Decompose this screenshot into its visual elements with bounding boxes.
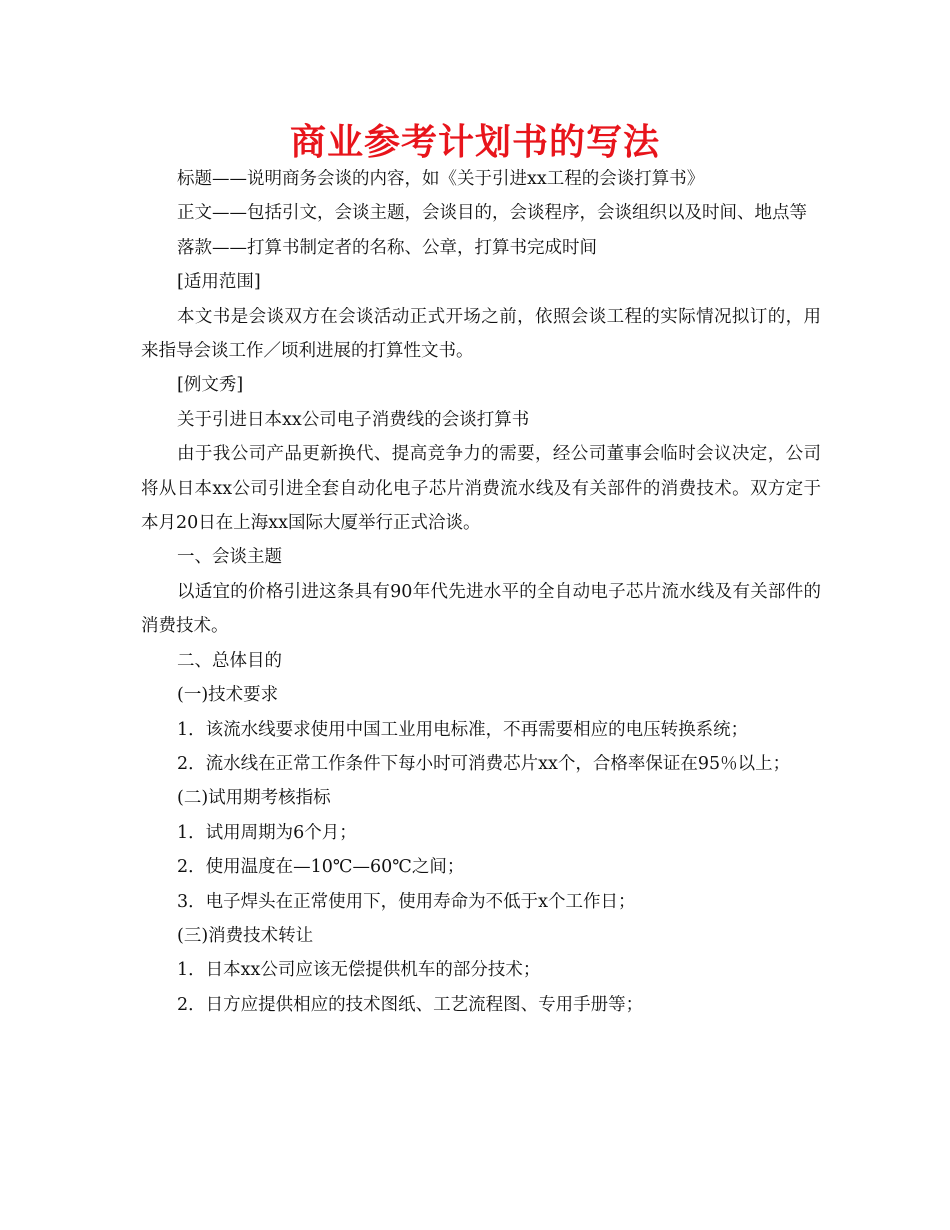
list-item: 2．使用温度在—10℃—60℃之间； xyxy=(177,857,465,878)
paragraph: 落款——打算书制定者的名称、公章，打算书完成时间 xyxy=(177,237,597,258)
subsection-heading: (一)技术要求 xyxy=(177,685,279,706)
subsection-heading: (二)试用期考核指标 xyxy=(177,788,331,809)
section-heading: 一、会谈主题 xyxy=(177,547,282,568)
subsection-heading: (三)消费技术转让 xyxy=(177,925,314,946)
example-title: 关于引进日本xx公司电子消费线的会谈打算书 xyxy=(177,409,530,430)
paragraph: 正文——包括引文，会谈主题，会谈目的，会谈程序，会谈组织以及时间、地点等 xyxy=(177,203,807,224)
list-item: 1．日本xx公司应该无偿提供机车的部分技术； xyxy=(177,960,541,981)
list-item: 1．该流水线要求使用中国工业用电标准，不再需要相应的电压转换系统； xyxy=(177,719,749,740)
list-item: 1．试用周期为6个月； xyxy=(177,822,357,843)
paragraph: 由于我公司产品更新换代、提高竞争力的需要，经公司董事会临时会议决定，公司将从日本xx公司引进全套自动化电子芯片消费流水线及有关部件的消费技术。双方定于本月20日在上海xx国际大厦举行正式洽谈。 xyxy=(141,444,821,534)
paragraph: 标题——说明商务会谈的内容，如《关于引进xx工程的会谈打算书》 xyxy=(177,169,705,189)
section-label: [适用范围] xyxy=(177,272,261,293)
list-item: 3．电子焊头在正常使用下，使用寿命为不低于x个工作日； xyxy=(177,891,636,912)
section-label: [例文秀] xyxy=(177,375,244,396)
document-body xyxy=(141,162,821,1022)
list-item: 2．日方应提供相应的技术图纸、工艺流程图、专用手册等； xyxy=(177,994,644,1015)
document-title: 商业参考计划书的写法 xyxy=(289,122,660,163)
paragraph: 以适宜的价格引进这条具有90年代先进水平的全自动电子芯片流水线及有关部件的消费技术。 xyxy=(141,581,821,637)
list-item: 2．流水线在正常工作条件下每小时可消费芯片xx个，合格率保证在95％以上； xyxy=(177,753,791,774)
paragraph: 本文书是会谈双方在会谈活动正式开场之前，依照会谈工程的实际情况拟订的，用来指导会谈工作／顷利进展的打算性文书。 xyxy=(141,306,821,362)
section-heading: 二、总体目的 xyxy=(177,650,282,671)
